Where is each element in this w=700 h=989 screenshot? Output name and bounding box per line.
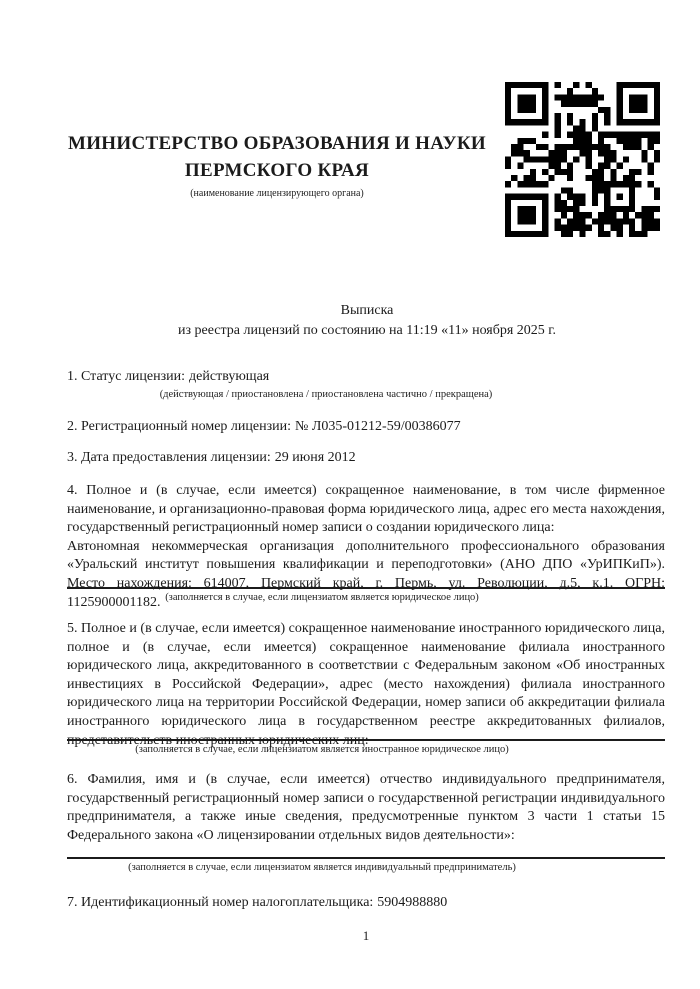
registration-number-label: 2. Регистрационный номер лицензии: bbox=[67, 419, 292, 434]
qr-code-image bbox=[505, 82, 660, 237]
license-status-label: 1. Статус лицензии: bbox=[67, 369, 186, 384]
ministry-name-line1: МИНИСТЕРСТВО ОБРАЗОВАНИЯ И НАУКИ bbox=[67, 133, 487, 154]
taxpayer-number-label: 7. Идентификационный номер налогоплательщика: bbox=[67, 895, 374, 910]
legal-entity-details: Автономная некоммерческая организация дополнительного профессионального образования «Уральский институт повышения квалификации и переподготовки» (АНО ДПО «УрИПКиП»). Место нахождения: 614007, Пермский край, г. Пермь, ул. Революции, д.5, к.1. ОГРН: 1125900001182. bbox=[67, 538, 665, 610]
qr-code bbox=[505, 82, 660, 237]
title-line2: из реестра лицензий по состоянию на 11:19 «11» ноября 2025 г. bbox=[178, 323, 556, 338]
foreign-entity-rule-block bbox=[67, 739, 665, 756]
taxpayer-number-value: 5904988880 bbox=[377, 895, 448, 910]
license-status-value: действующая bbox=[189, 369, 270, 384]
licensing-authority-caption: (наименование лицензирующего органа) bbox=[190, 188, 364, 199]
grant-date-label: 3. Дата предоставления лицензии: bbox=[67, 450, 271, 465]
ministry-name-line2: ПЕРМСКОГО КРАЯ bbox=[184, 160, 370, 181]
item-grant-date bbox=[67, 449, 665, 468]
item-foreign-entity bbox=[67, 620, 665, 750]
grant-date-value: 29 июня 2012 bbox=[274, 450, 356, 465]
ministry-header bbox=[67, 130, 487, 200]
individual-entrepreneur-caption: (заполняется в случае, если лицензиатом является индивидуальный предприниматель) bbox=[128, 862, 516, 873]
title-line1: Выписка bbox=[340, 303, 394, 318]
legal-entity-text: 4. Полное и (в случае, если имеется) сокращенное наименование, в том числе фирменное наименование, и организационно-правовая форма юридического лица, адрес его места нахождения, государственный регистрационный номер записи о создании юридического лица: bbox=[67, 483, 665, 536]
item-individual-entrepreneur bbox=[67, 771, 665, 845]
separator-line bbox=[67, 587, 665, 589]
item-registration-number bbox=[67, 418, 665, 437]
registration-number-value: № Л035-01212-59/00386077 bbox=[295, 419, 461, 434]
page-number: 1 bbox=[362, 928, 370, 943]
item-taxpayer-number bbox=[67, 894, 665, 913]
foreign-entity-text: 5. Полное и (в случае, если имеется) сокращенное наименование иностранного юридического лица, полное и (в случае, если имеется) сокращенное наименование филиала иностранного юридического лица, аккредитованного в соответствии с Федеральным законом «Об иностранных инвестициях в Российской Федерации», адрес (место нахождения) филиала иностранного юридического лица на территории Российской Федерации, номер записи об аккредитации филиала иностранного юридического лица в государственном реестре аккредитованных филиалов, представительств иностранных юридических лиц: bbox=[67, 621, 665, 748]
item-license-status bbox=[67, 368, 665, 401]
separator-line bbox=[67, 739, 665, 741]
individual-rule-block bbox=[67, 857, 665, 874]
legal-entity-rule-block bbox=[67, 587, 665, 604]
individual-entrepreneur-text: 6. Фамилия, имя и (в случае, если имеется) отчество индивидуального предпринимателя, государственный регистрационный номер записи о государственной регистрации индивидуального предпринимателя, а также иные сведения, предусмотренные пунктом 3 части 1 статьи 15 Федерального закона «О лицензировании отдельных видов деятельности»: bbox=[67, 772, 665, 843]
document-title bbox=[67, 301, 667, 341]
license-status-line bbox=[67, 368, 665, 387]
license-status-options-caption: (действующая / приостановлена / приостановлена частично / прекращена) bbox=[159, 388, 493, 400]
separator-line bbox=[67, 857, 665, 859]
foreign-entity-caption: (заполняется в случае, если лицензиатом является иностранное юридическое лицо) bbox=[135, 744, 509, 755]
legal-entity-caption: (заполняется в случае, если лицензиатом является юридическое лицо) bbox=[165, 592, 479, 603]
